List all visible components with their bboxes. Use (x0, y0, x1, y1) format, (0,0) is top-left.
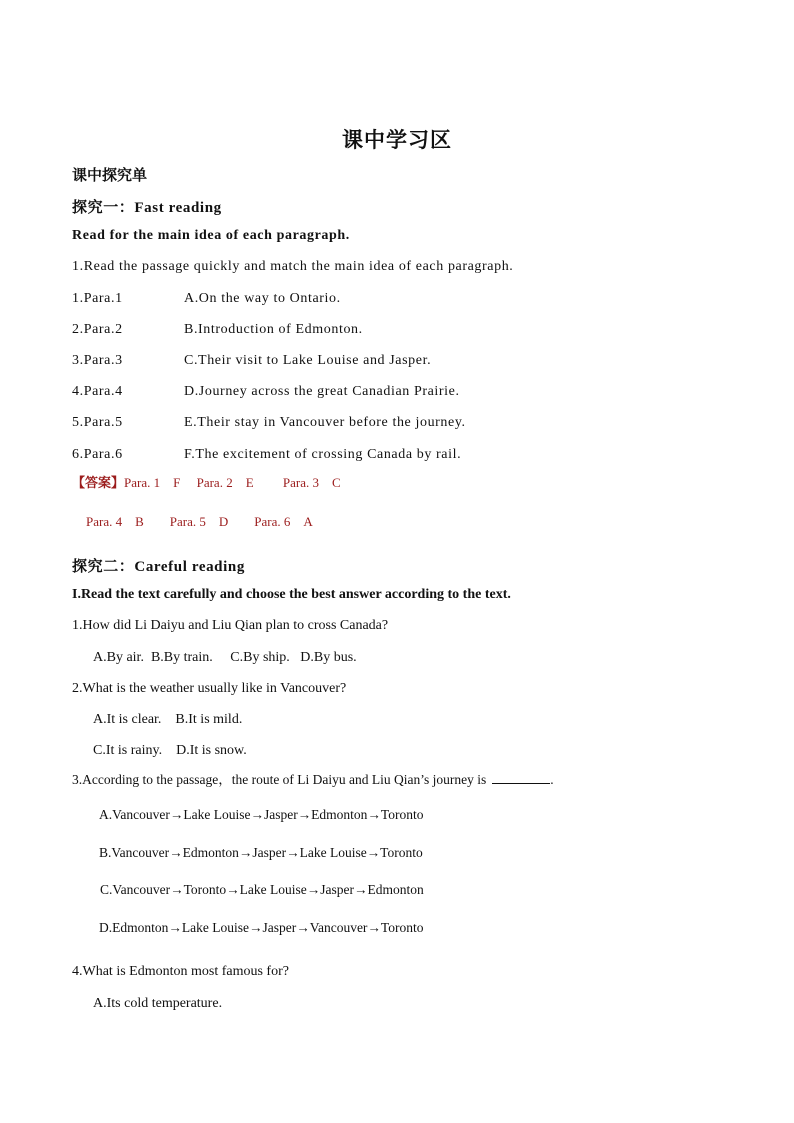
part2-heading: 探究二：Careful reading (72, 559, 245, 575)
match-idea-5: E.Their stay in Vancouver before the journey. (184, 415, 466, 430)
question-1-options: A.By air. B.By train. C.By ship. D.By bus. (93, 650, 357, 665)
page-title: 课中学习区 (342, 128, 452, 152)
question-2-options-line-2: C.It is rainy. D.It is snow. (93, 743, 247, 758)
question-3-option-d: D.Edmonton→Lake Louise→Jasper→Vancouver→Toronto (99, 920, 424, 935)
part1-heading: 探究一：Fast reading (72, 200, 222, 216)
question-2: 2.What is the weather usually like in Vancouver? (72, 681, 347, 696)
answer-tag: 【答案】 (72, 475, 125, 490)
match-para-6: 6.Para.6 (72, 447, 123, 462)
match-idea-3: C.Their visit to Lake Louise and Jasper. (184, 353, 432, 368)
question-3-text: 3.According to the passage，the route of Li Daiyu and Liu Qian’s journey is (72, 772, 487, 787)
answer-blank[interactable] (492, 771, 550, 784)
answer-line-1 (72, 472, 341, 491)
question-3 (72, 768, 554, 788)
part1-task: 1.Read the passage quickly and match the main idea of each paragraph. (72, 259, 514, 274)
question-4-option-a: A.Its cold temperature. (93, 996, 223, 1011)
match-para-3: 3.Para.3 (72, 353, 123, 368)
answer-line-2: Para. 4 B Para. 5 D Para. 6 A (86, 514, 313, 529)
match-idea-4: D.Journey across the great Canadian Prairie. (184, 384, 460, 399)
part1-instruction: Read for the main idea of each paragraph. (72, 228, 350, 243)
question-3-option-a: A.Vancouver→Lake Louise→Jasper→Edmonton→Toronto (99, 807, 424, 822)
question-3-option-c: C.Vancouver→Toronto→Lake Louise→Jasper→Edmonton (100, 882, 424, 897)
match-para-5: 5.Para.5 (72, 415, 123, 430)
question-4: 4.What is Edmonton most famous for? (72, 964, 289, 979)
match-para-4: 4.Para.4 (72, 384, 123, 399)
part2-instruction: I.Read the text carefully and choose the best answer according to the text. (72, 587, 511, 602)
question-2-options-line-1: A.It is clear. B.It is mild. (93, 712, 243, 727)
match-idea-2: B.Introduction of Edmonton. (184, 322, 363, 337)
match-idea-6: F.The excitement of crossing Canada by rail. (184, 447, 462, 462)
section-label: 课中探究单 (72, 168, 148, 184)
question-3-end: . (550, 772, 554, 787)
answer-line-1-text: Para. 1 F Para. 2 E Para. 3 C (124, 475, 341, 490)
match-idea-1: A.On the way to Ontario. (184, 291, 341, 306)
question-1: 1.How did Li Daiyu and Liu Qian plan to cross Canada? (72, 618, 389, 633)
match-para-2: 2.Para.2 (72, 322, 123, 337)
question-3-option-b: B.Vancouver→Edmonton→Jasper→Lake Louise→Toronto (99, 845, 423, 860)
match-para-1: 1.Para.1 (72, 291, 123, 306)
